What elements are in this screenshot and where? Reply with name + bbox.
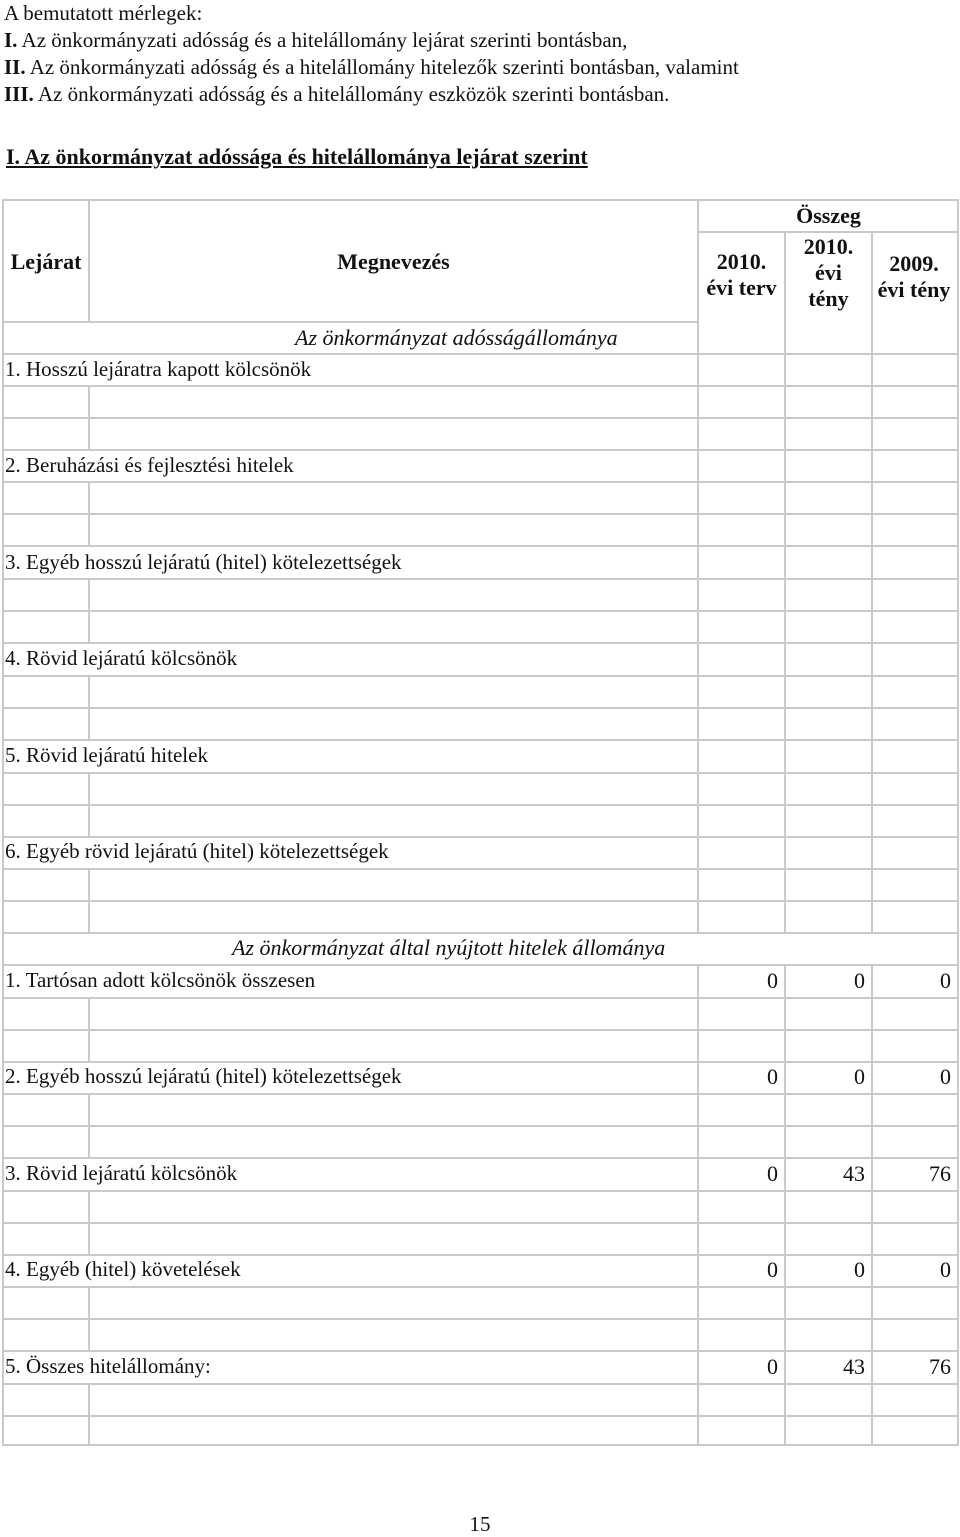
table-row-label: 4. Rövid lejáratú kölcsönök [5, 646, 238, 670]
group1-title: Az önkormányzat adósságállománya [295, 325, 618, 350]
table-row-label: 3. Rövid lejáratú kölcsönök [5, 1161, 238, 1185]
page-number: 15 [469, 1512, 491, 1536]
table-row-label: 5. Összes hitelállomány: [5, 1354, 211, 1378]
table-cell-value: 0 [940, 968, 951, 993]
header-col2-line2: évi [815, 260, 842, 285]
header-col2-line3: tény [808, 286, 849, 311]
table-row-label: 4. Egyéb (hitel) követelések [5, 1257, 241, 1281]
intro-item-3 [4, 81, 739, 108]
table-cell-value: 0 [767, 1354, 778, 1379]
header-col-2010-teny [785, 234, 872, 312]
intro-item-3-text: Az önkormányzati adósság és a hitelállomány eszközök szerinti bontásban. [33, 82, 670, 106]
table-cell-value: 76 [929, 1354, 951, 1379]
table-cell-value: 0 [767, 1161, 778, 1186]
header-col-2009-teny [868, 251, 960, 303]
table-row-label: 2. Beruházási és fejlesztési hitelek [5, 453, 294, 477]
table-cell-value: 43 [843, 1354, 865, 1379]
intro-block [4, 0, 739, 108]
table-row-label: 3. Egyéb hosszú lejáratú (hitel) kötelezettségek [5, 550, 402, 574]
table-cell-value: 0 [767, 1064, 778, 1089]
header-lejarat: Lejárat [10, 249, 82, 274]
intro-item-2-text: Az önkormányzati adósság és a hitelállomány hitelezők szerinti bontásban, valamint [25, 55, 739, 79]
table-cell-value: 0 [854, 968, 865, 993]
header-osszeg: Összeg [796, 203, 861, 228]
table-cell-value: 0 [767, 1257, 778, 1282]
table-cell-value: 0 [854, 1064, 865, 1089]
intro-item-1 [4, 27, 739, 54]
intro-item-2-prefix: II. [4, 55, 26, 79]
table-cell-value: 43 [843, 1161, 865, 1186]
header-col3-line1: 2009. [889, 251, 939, 276]
table-cell-value: 0 [940, 1257, 951, 1282]
header-col3-line2: évi tény [877, 277, 951, 302]
table-cell-value: 0 [940, 1064, 951, 1089]
intro-item-2 [4, 54, 739, 81]
intro-item-1-prefix: I. [4, 28, 18, 52]
header-col-2010-terv [698, 249, 785, 301]
group2-title: Az önkormányzat által nyújtott hitelek állománya [232, 935, 666, 960]
table-row-label: 1. Tartósan adott kölcsönök összesen [5, 968, 316, 992]
table-cell-value: 0 [854, 1257, 865, 1282]
intro-item-3-prefix: III. [4, 82, 34, 106]
intro-item-1-text: Az önkormányzati adósság és a hitelállomány lejárat szerinti bontásban, [17, 28, 628, 52]
table-row-label: 2. Egyéb hosszú lejáratú (hitel) kötelezettségek [5, 1064, 402, 1088]
header-col1-line2: évi terv [706, 275, 777, 300]
table-cell-value: 0 [767, 968, 778, 993]
table-row-label: 1. Hosszú lejáratra kapott kölcsönök [5, 357, 312, 381]
header-megnevezes: Megnevezés [337, 249, 450, 274]
table-row-label: 6. Egyéb rövid lejáratú (hitel) kötelezettségek [5, 839, 389, 863]
header-col2-line1: 2010. [803, 234, 854, 259]
section-title: I. Az önkormányzat adóssága és hitelállománya lejárat szerint [6, 144, 588, 169]
table-cell-value: 76 [929, 1161, 951, 1186]
table-row-label: 5. Rövid lejáratú hitelek [5, 743, 208, 767]
header-col1-line1: 2010. [716, 249, 767, 274]
intro-heading: A bemutatott mérlegek: [4, 1, 203, 25]
